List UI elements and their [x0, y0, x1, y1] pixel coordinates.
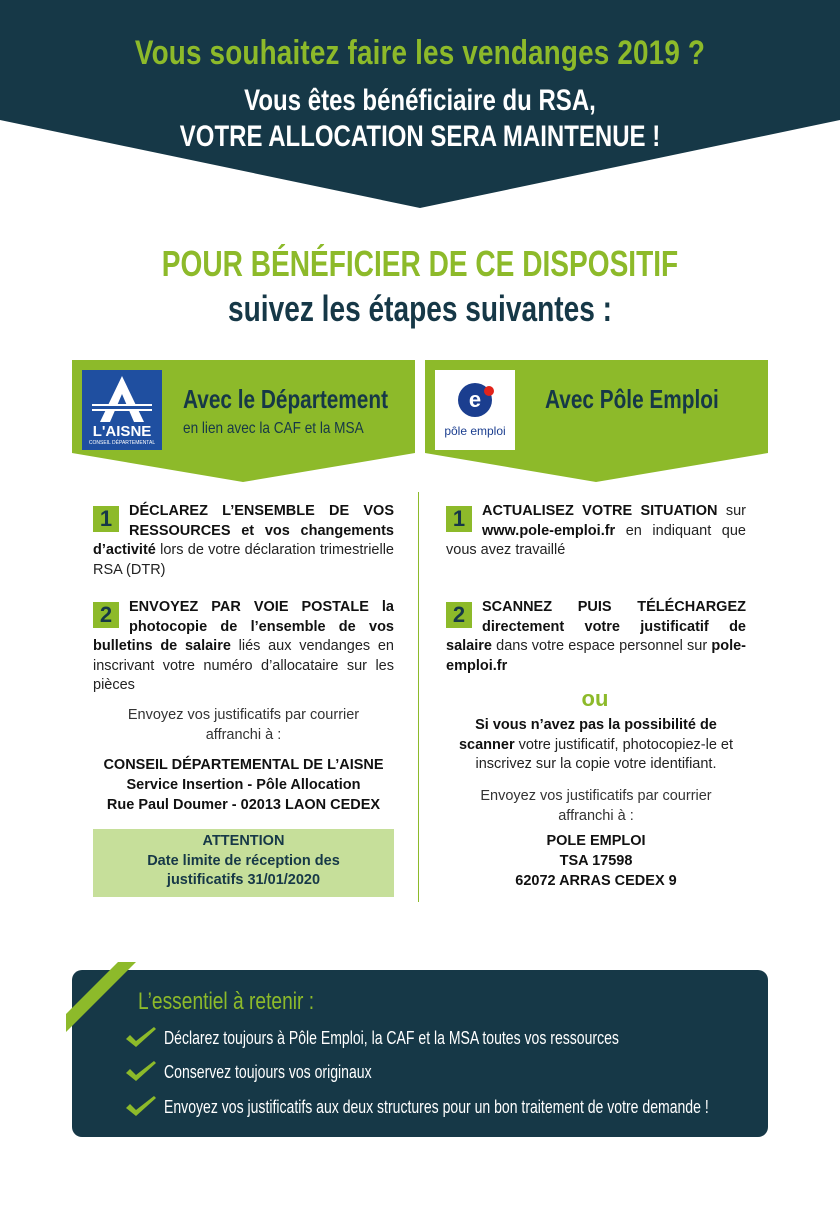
svg-text:e: e: [468, 387, 482, 412]
step-number: 2: [446, 602, 472, 628]
banner-subtitle: Vous êtes bénéficiaire du RSA,: [244, 84, 596, 117]
left-address-line-3: Rue Paul Doumer - 02013 LAON CEDEX: [106, 797, 381, 813]
essentiel-item: [124, 1094, 709, 1120]
left-step-2-bold: ENVOYEZ PAR VOIE POSTALE la photocopie de l’ensemble de vos bulletins de salaire: [93, 599, 394, 654]
checkmark-icon: [124, 1025, 158, 1051]
banner-title: Vous souhaitez faire les vendanges 2019 ?: [134, 34, 706, 72]
aisne-logo-subtext: CONSEIL DÉPARTEMENTAL: [88, 440, 156, 446]
step-number: 1: [93, 506, 119, 532]
right-address-line-3: 62072 ARRAS CEDEX 9: [515, 873, 677, 889]
right-alternative-text: votre justificatif, photocopiez-le et inscrivez sur la copie votre identifiant.: [475, 736, 734, 772]
right-step-1-text-2: en indiquant que vous avez travaillé: [446, 522, 746, 558]
pole-emploi-logo: [435, 370, 515, 450]
left-address: [86, 755, 401, 815]
essentiel-item-text: Déclarez toujours à Pôle Emploi, la CAF et la MSA toutes vos ressources: [164, 1028, 619, 1048]
right-alternative: [446, 716, 746, 775]
checkmark-icon: [124, 1059, 158, 1085]
right-step-2: [446, 598, 746, 676]
left-step-1-bold: DÉCLAREZ L’ENSEMBLE DE VOS RESSOURCES et vos changements d’activité: [93, 503, 394, 558]
right-step-2-link: pole-emploi.fr: [446, 638, 746, 674]
essentiel-item: [124, 1025, 619, 1051]
right-step-2-text: dans votre espace personnel sur: [491, 638, 712, 654]
left-address-line-2: Service Insertion - Pôle Allocation: [126, 777, 361, 793]
right-address-line-1: POLE EMPLOI: [546, 833, 646, 849]
left-step-2: [93, 598, 394, 696]
checkmark-icon: [124, 1094, 158, 1120]
top-banner: [0, 0, 840, 210]
attention-box: [93, 829, 394, 897]
attention-text: Date limite de réception des justificatifs 31/01/2020: [147, 852, 340, 888]
section-subheading: suivez les étapes suivantes :: [228, 288, 612, 329]
left-send-text: Envoyez vos justificatifs par courrier affranchi à :: [127, 707, 360, 743]
aisne-logo-text: L'AISNE: [92, 423, 152, 440]
left-step-2-text: liés aux vendanges en inscrivant votre numéro d’allocataire sur les pièces: [93, 638, 394, 693]
attention-title: ATTENTION: [202, 833, 285, 849]
right-address: [446, 831, 746, 891]
right-column-title: Avec Pôle Emploi: [545, 384, 719, 414]
right-step-1-text: sur: [717, 503, 746, 519]
step-number: 1: [446, 506, 472, 532]
right-step-2-bold: SCANNEZ PUIS TÉLÉCHARGEZ directement votre justificatif de salaire: [446, 599, 746, 654]
aisne-logo: [82, 370, 162, 450]
right-step-1-link: www.pole-emploi.fr: [482, 522, 616, 539]
left-column-header: [72, 360, 415, 484]
essentiel-title: L’essentiel à retenir :: [138, 988, 315, 1015]
banner-subtitle-2: VOTRE ALLOCATION SERA MAINTENUE !: [179, 120, 661, 153]
right-address-line-2: TSA 17598: [559, 853, 633, 869]
right-step-1: [446, 502, 746, 561]
left-step-1-text: lors de votre déclaration trimestrielle RSA (DTR): [93, 542, 394, 578]
right-alternative-bold: Si vous n’avez pas la possibilité de scanner: [458, 717, 717, 753]
essentiel-item-text: Envoyez vos justificatifs aux deux structures pour un bon traitement de votre demande !: [164, 1097, 709, 1117]
left-step-1: [93, 502, 394, 580]
or-separator: ou: [581, 686, 609, 711]
pole-emploi-e-icon: [435, 370, 515, 450]
essentiel-item: [124, 1059, 372, 1085]
left-column-subtitle: en lien avec la CAF et la MSA: [183, 420, 364, 437]
left-address-line-1: CONSEIL DÉPARTEMENTAL DE L’AISNE: [103, 757, 384, 773]
pole-emploi-logo-text: pôle emploi: [444, 424, 506, 438]
step-number: 2: [93, 602, 119, 628]
essentiel-item-text: Conservez toujours vos originaux: [164, 1062, 372, 1082]
right-column-header: [425, 360, 768, 484]
section-heading: POUR BÉNÉFICIER DE CE DISPOSITIF: [161, 243, 679, 284]
left-column-title: Avec le Département: [183, 384, 389, 414]
right-step-1-bold: ACTUALISEZ VOTRE SITUATION: [482, 503, 718, 519]
column-divider: [418, 492, 419, 902]
right-send-text: Envoyez vos justificatifs par courrier affranchi à :: [480, 788, 712, 824]
